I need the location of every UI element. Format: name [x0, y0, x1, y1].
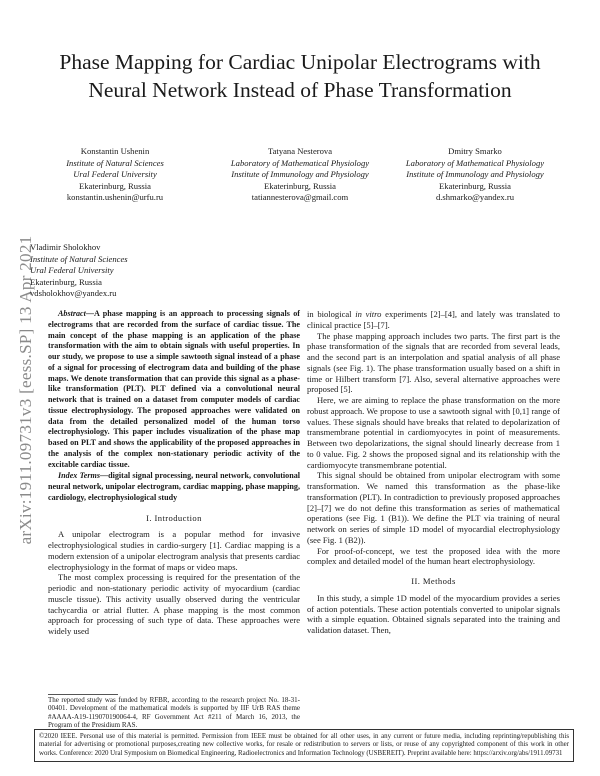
- paper-title: Phase Mapping for Cardiac Unipolar Electrograms with Neural Network Instead of Phase Transformation: [59, 50, 541, 102]
- author-block-2: [200, 146, 400, 204]
- footnote-rule: [48, 694, 118, 695]
- author-affiliation: Laboratory of Mathematical Physiology: [405, 157, 545, 168]
- author-block-4: [30, 242, 170, 300]
- intro-paragraph-5: This signal should be obtained from unipolar electrogram with some transformation. We named this transformation as the phase-like transformation (PLT). In contradiction to previously proposed approaches [2]–[7] we do not define this transformation as series of mathematical operations (see Fig. 1 (B1)). We define the PLT via training of neural network on series of simple 1D model of myocardial electrophysiology (see Fig. 1 (B2)).: [307, 470, 560, 545]
- intro-paragraph-6: For proof-of-concept, we test the proposed idea with the more complex and detailed model of the human heart electrophysiology.: [307, 545, 560, 567]
- intro-paragraph-1: A unipolar electrogram is a popular method for invasive electrophysiological studies in cardio-surgery [1]. Cardiac mapping is a modern extension of a unipolar electrogram analysis that presents cardiac electrophysiology in the format of maps or video maps.: [48, 529, 300, 572]
- index-terms-body: —digital signal processing, neural network, convolutional neural network, unipolar electrogram, cardiac mapping, phase mapping, cardiology, electrophysiological study: [48, 471, 300, 502]
- text-run: in biological: [307, 309, 356, 319]
- author-affiliation: Institute of Immunology and Physiology: [406, 169, 544, 180]
- index-terms: [48, 471, 300, 503]
- right-column: [307, 309, 560, 636]
- funding-footnote: The reported study was funded by RFBR, according to the research project No. 18-31-00401. Development of the mathematical models is supported by IIF UrB RAS theme #AAAA-A19-119070190064-4, RF Government Act #211 of March 16, 2013, the Program of the Presidium RAS.: [48, 696, 300, 730]
- author-affiliation: Laboratory of Mathematical Physiology: [230, 157, 370, 168]
- section-heading-introduction: I. Introduction: [146, 512, 202, 523]
- left-column: [48, 309, 300, 637]
- arxiv-stamp-text: arXiv:1911.09731v3 [eess.SP] 13 Apr 2021: [16, 235, 35, 545]
- author-city: Ekaterinburg, Russia: [439, 180, 511, 191]
- author-affiliation: Institute of Natural Sciences: [66, 157, 164, 168]
- text-run: experiments [2]–[4], and lately was translated to clinical practice [5]–[7].: [307, 309, 560, 330]
- author-email[interactable]: konstantin.ushenin@urfu.ru: [66, 192, 164, 203]
- index-terms-label: Index Terms: [58, 471, 100, 481]
- author-affiliation: Institute of Immunology and Physiology: [231, 169, 369, 180]
- author-email[interactable]: vdsholokhov@yandex.ru: [30, 288, 117, 299]
- author-name: Vladimir Sholokhov: [30, 242, 101, 252]
- author-affiliation: Institute of Natural Sciences: [30, 253, 128, 264]
- intro-paragraph-2-continued: [307, 309, 560, 331]
- author-name: Dmitry Smarko: [448, 146, 502, 156]
- author-affiliation: Ural Federal University: [30, 265, 114, 276]
- author-affiliation: Ural Federal University: [73, 169, 157, 180]
- italic-term: in vitro: [355, 309, 382, 319]
- copyright-notice: ©2020 IEEE. Personal use of this material is permitted. Permission from IEEE must be obtained for all other uses, in any current or future media, including reprinting/republishing this material for advertising or promotional purposes,creating new collective works, for resale or redistribution to servers or lists, or reuse of any copyrighted component of this work in other works. Conference: 2020 Ural Symposium on Biomedical Engineering, Radioelectronics and Information Technology (USBEREIT). Preprint available here: https://arxiv.org/abs/1911.09731: [34, 729, 574, 762]
- author-block-3: [380, 146, 570, 204]
- intro-paragraph-3: The phase mapping approach includes two parts. The first part is the phase transformation of the signals that are recorded from several leads, and the second part is an interpolation and spatial analysis of all phase signals (see Fig. 1). The phase transformation usually based on a shift in time or Hilbert transform [7]. Also, several alternative approaches were proposed [5].: [307, 330, 560, 395]
- author-email[interactable]: tatiannesterova@gmail.com: [251, 192, 349, 203]
- abstract: [48, 309, 300, 470]
- author-name: Tatyana Nesterova: [267, 146, 333, 156]
- author-name: Konstantin Ushenin: [80, 146, 150, 156]
- author-city: Ekaterinburg, Russia: [79, 180, 151, 191]
- intro-paragraph-2: The most complex processing is required for the presentation of the periodic and non-stationary periodic activity of myocardium (cardiac muscle tissue). This activity usually observed during the ventricular tachycardia or atrial flutter. A phase mapping is the most common approach for processing of such type of data. These approaches were widely used: [48, 572, 300, 636]
- author-city: Ekaterinburg, Russia: [264, 180, 336, 191]
- author-city: Ekaterinburg, Russia: [30, 276, 102, 287]
- author-email[interactable]: d.shmarko@yandex.ru: [435, 192, 515, 203]
- abstract-label: Abstract: [58, 309, 86, 318]
- methods-paragraph-1: In this study, a simple 1D model of the myocardium provides a series of action potentials. These action potentials converted to unipolar signals with a simple equation. Obtained signals separated into the training and validation dataset. Then,: [307, 592, 560, 635]
- author-block-1: [30, 146, 200, 204]
- section-heading-methods: II. Methods: [411, 576, 456, 586]
- intro-paragraph-4: Here, we are aiming to replace the phase transformation on the more robust approach. We propose to use a sawtooth signal with [0,1] range of values. These signals should have breaks that related to depolarization of transmembrane potential in cardiomyocytes in point of measurements. Between two depolarizations, the signal should linearly decrease from 1 to 0 value. Fig. 2 shows the proposed signal and its relationship with the cardiomyocyte transmembrane potential.: [307, 395, 560, 470]
- abstract-body: —A phase mapping is an approach to processing signals of electrograms that are recorded from the surface of cardiac tissue. The main concept of the phase mapping is an application of the phase transformation with the aim to obtain signals with useful properties. In our study, we propose to use a simple sawtooth signal instead of a phase of a signal for processing of electrogram data and building of the phase maps. We denote transformation that can provide this signal as a phase-like transformation (PLT). PLT defined via a convolutional neural network that is trained on a dataset from computer models of cardiac tissue electrophysiology. The proposed approaches were validated on data from the detailed personalized model of the human torso electrophysiology. This paper includes visualization of the phase map based on PLT and shows the applicability of the proposed approaches in the analysis of the complex non-stationary periodic activity of the excitable cardiac tissue.: [48, 309, 300, 469]
